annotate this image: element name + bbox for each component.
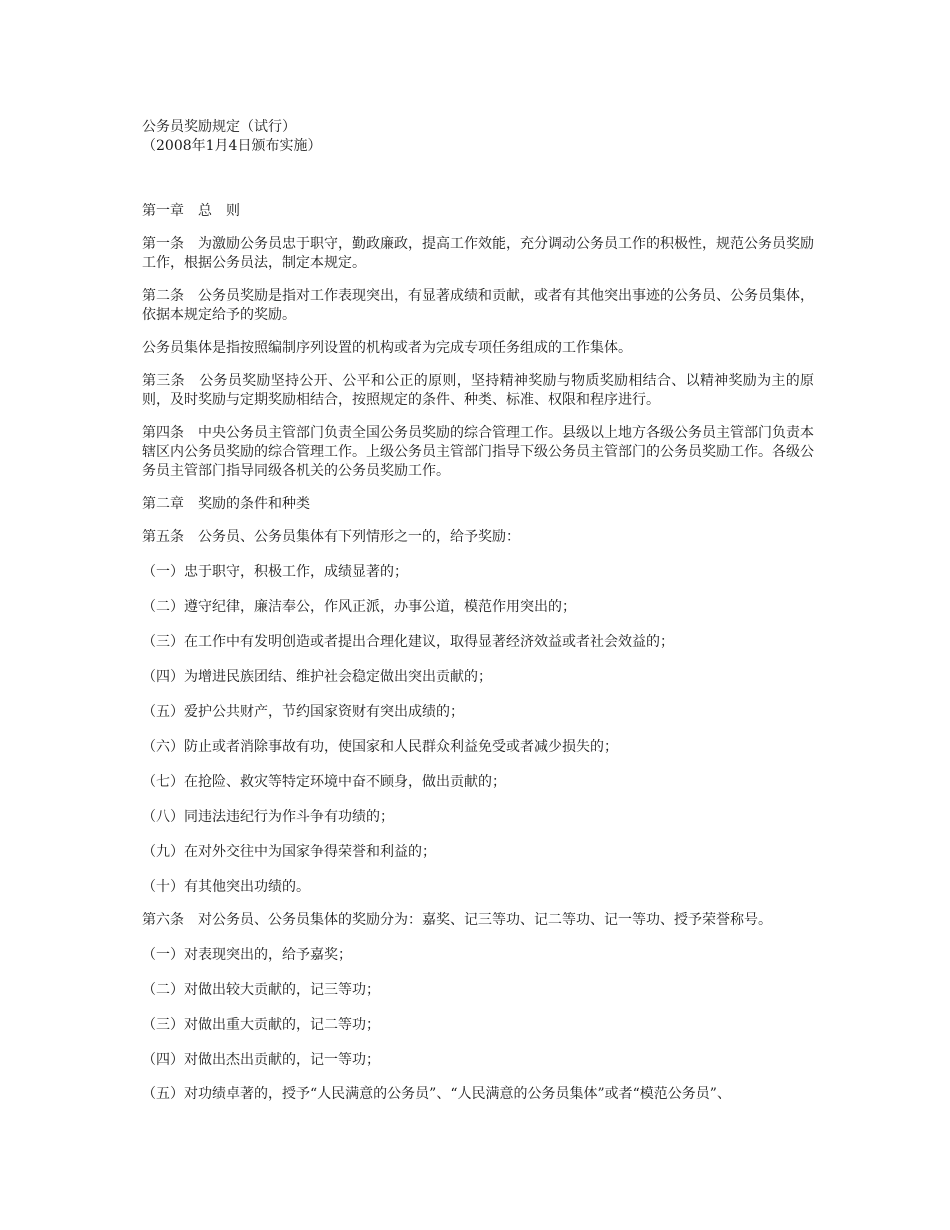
list-item: （六）防止或者消除事故有功，使国家和人民群众利益免受或者减少损失的； (142, 739, 618, 755)
list-item: （二）对做出较大贡献的，记三等功； (142, 982, 380, 998)
document-title: 公务员奖励规定（试行） (142, 119, 296, 135)
list-item: （三）对做出重大贡献的，记二等功； (142, 1017, 380, 1033)
list-item: （五）对功绩卓著的，授予“人民满意的公务员”、“人民满意的公务员集体”或者“模范公务员”、 (142, 1086, 731, 1102)
document-subtitle: （2008年1月4日颁布实施） (142, 138, 322, 154)
chapter-1-heading: 第一章 总 则 (142, 203, 240, 219)
article-2-paragraph-2: 公务员集体是指按照编制序列设置的机构或者为完成专项任务组成的工作集体。 (142, 340, 632, 356)
article-3: 第三条 公务员奖励坚持公开、公平和公正的原则，坚持精神奖励与物质奖励相结合、以精神奖励为主的原则，及时奖励与定期奖励相结合，按照规定的条件、种类、标准、权限和程序进行。 (142, 373, 814, 408)
list-item: （四）为增进民族团结、维护社会稳定做出突出贡献的； (142, 669, 492, 685)
article-4: 第四条 中央公务员主管部门负责全国公务员奖励的综合管理工作。县级以上地方各级公务员主管部门负责本辖区内公务员奖励的综合管理工作。上级公务员主管部门指导下级公务员主管部门的公务员奖励工作。各级公务员主管部门指导同级各机关的公务员奖励工作。 (142, 425, 814, 479)
list-item: （一）忠于职守，积极工作，成绩显著的； (142, 564, 408, 580)
article-5: 第五条 公务员、公务员集体有下列情形之一的，给予奖励： (142, 529, 520, 545)
document-header (142, 118, 814, 156)
article-2: 第二条 公务员奖励是指对工作表现突出，有显著成绩和贡献，或者有其他突出事迹的公务员、公务员集体，依据本规定给予的奖励。 (142, 288, 814, 323)
list-item: （四）对做出杰出贡献的，记一等功； (142, 1052, 380, 1068)
list-item: （一）对表现突出的，给予嘉奖； (142, 947, 352, 963)
list-item: （八）同违法违纪行为作斗争有功绩的； (142, 809, 394, 825)
list-item: （五）爱护公共财产，节约国家资财有突出成绩的； (142, 704, 464, 720)
list-item: （十）有其他突出功绩的。 (142, 879, 310, 895)
list-item: （九）在对外交往中为国家争得荣誉和利益的； (142, 844, 436, 860)
list-item: （七）在抢险、救灾等特定环境中奋不顾身，做出贡献的； (142, 774, 506, 790)
chapter-2-heading: 第二章 奖励的条件和种类 (142, 496, 310, 512)
list-item: （三）在工作中有发明创造或者提出合理化建议，取得显著经济效益或者社会效益的； (142, 634, 674, 650)
article-1: 第一条 为激励公务员忠于职守，勤政廉政，提高工作效能，充分调动公务员工作的积极性，规范公务员奖励工作，根据公务员法，制定本规定。 (142, 236, 814, 271)
article-5-list (142, 563, 814, 897)
article-6-list (142, 946, 814, 1104)
document-page (142, 118, 814, 1104)
article-6: 第六条 对公务员、公务员集体的奖励分为：嘉奖、记三等功、记二等功、记一等功、授予荣誉称号。 (142, 912, 772, 928)
list-item: （二）遵守纪律，廉洁奉公，作风正派，办事公道，模范作用突出的； (142, 599, 576, 615)
